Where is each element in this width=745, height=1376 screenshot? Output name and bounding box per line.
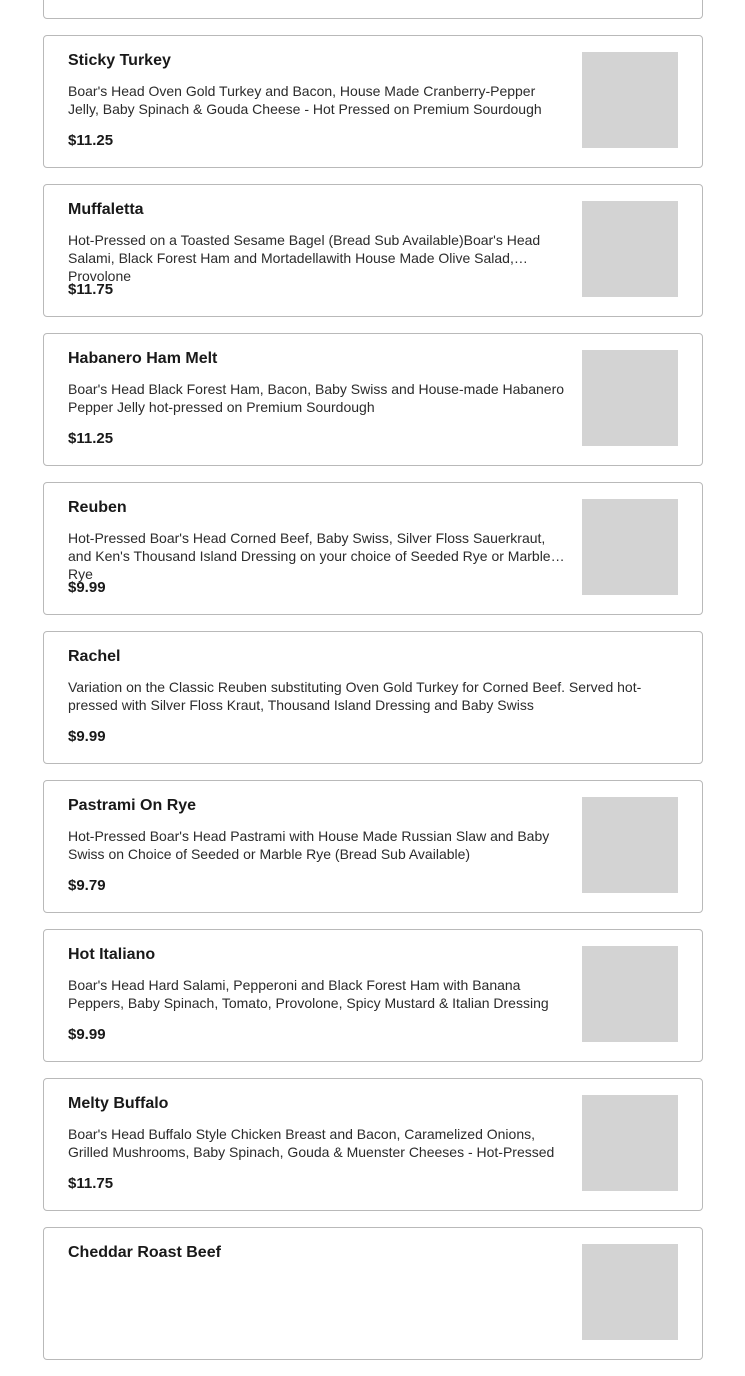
menu-item-description: Boar's Head Oven Gold Turkey and Bacon, House Made Cranberry-Pepper Jelly, Baby Spinach & Gouda Cheese - Hot Pressed on Premium Sourdough <box>68 83 542 117</box>
menu-item-image <box>582 52 678 148</box>
menu-item-card[interactable] <box>43 1078 703 1211</box>
menu-item-title: Rachel <box>68 648 121 665</box>
menu-item-title: Habanero Ham Melt <box>68 350 218 367</box>
menu-item-price: $11.75 <box>68 1175 114 1192</box>
menu-item-image <box>582 1095 678 1191</box>
menu-item-title: Muffaletta <box>68 201 144 218</box>
menu-item-price <box>68 0 106 2</box>
menu-item-card[interactable] <box>43 1227 703 1360</box>
menu-item-card[interactable] <box>43 482 703 615</box>
menu-item-title: Reuben <box>68 499 127 516</box>
menu-item-image <box>582 946 678 1042</box>
menu-item-title: Pastrami On Rye <box>68 797 197 814</box>
menu-item-price: $11.25 <box>68 430 114 447</box>
menu-item-card[interactable] <box>43 929 703 1062</box>
menu-item-price: $11.75 <box>68 281 114 298</box>
menu-item-card[interactable] <box>43 184 703 317</box>
menu-item-image <box>582 350 678 446</box>
menu-item-title: Melty Buffalo <box>68 1095 169 1112</box>
menu-item-price: $9.99 <box>68 1026 106 1043</box>
menu-item-price: $9.99 <box>68 579 106 596</box>
menu-item-description: Boar's Head Black Forest Ham, Bacon, Baby Swiss and House-made Habanero Pepper Jelly hot-pressed on Premium Sourdough <box>68 381 565 415</box>
menu-item-card[interactable] <box>43 0 703 19</box>
menu-item-title: Cheddar Roast Beef <box>68 1244 221 1261</box>
menu-item-title: Sticky Turkey <box>68 52 171 69</box>
menu-item-price: $11.25 <box>68 132 114 149</box>
menu-item-card[interactable] <box>43 780 703 913</box>
menu-item-image <box>582 797 678 893</box>
menu-item-card[interactable] <box>43 333 703 466</box>
menu-item-card[interactable] <box>43 35 703 168</box>
menu-item-description: Hot-Pressed on a Toasted Sesame Bagel (Bread Sub Available)Boar's Head Salami, Black Forest Ham and Mortadellawith House Made Olive Salad, Provolone <box>68 232 541 284</box>
menu-item-description: Boar's Head Hard Salami, Pepperoni and Black Forest Ham with Banana Peppers, Baby Spinach, Tomato, Provolone, Spicy Mustard & Italian Dressing <box>68 977 549 1011</box>
menu-item-description: Variation on the Classic Reuben substituting Oven Gold Turkey for Corned Beef. Served hot-pressed with Silver Floss Kraut, Thousand Island Dressing and Baby Swiss <box>68 679 642 713</box>
menu-item-image <box>582 201 678 297</box>
menu-item-image <box>582 1244 678 1340</box>
menu-item-description: Boar's Head Buffalo Style Chicken Breast and Bacon, Caramelized Onions, Grilled Mushrooms, Baby Spinach, Gouda & Muenster Cheeses - Hot-Pressed <box>68 1126 555 1160</box>
menu-item-list <box>43 0 703 1376</box>
menu-item-price: $9.79 <box>68 877 106 894</box>
menu-item-card[interactable] <box>43 631 703 764</box>
menu-item-description: Hot-Pressed Boar's Head Pastrami with House Made Russian Slaw and Baby Swiss on Choice of Seeded or Marble Rye (Bread Sub Available) <box>68 828 550 862</box>
menu-item-image <box>582 499 678 595</box>
menu-item-title: Hot Italiano <box>68 946 156 963</box>
menu-item-description: Hot-Pressed Boar's Head Corned Beef, Baby Swiss, Silver Floss Sauerkraut, and Ken's Thousand Island Dressing on your choice of Seeded Rye or Marble Rye <box>68 530 551 582</box>
menu-item-price: $9.99 <box>68 728 106 745</box>
